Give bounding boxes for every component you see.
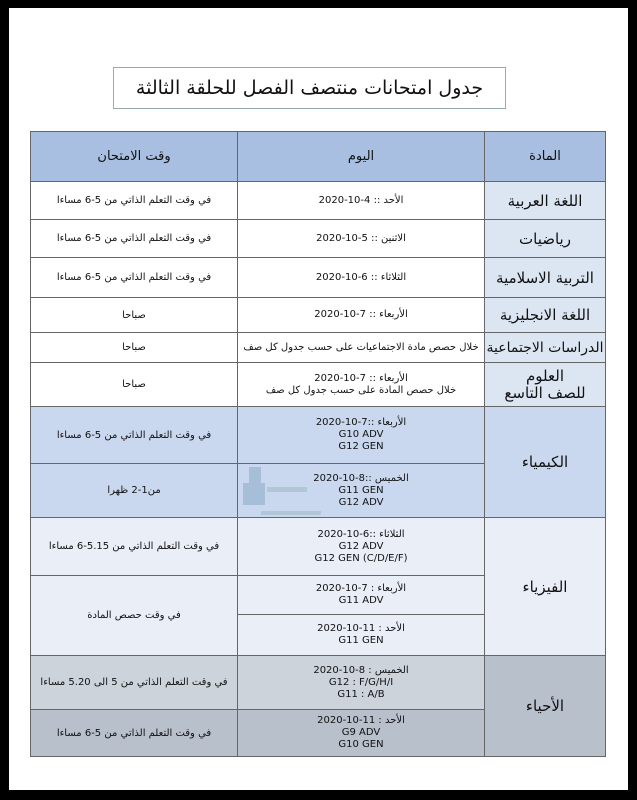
exam-schedule-table [30, 131, 606, 757]
day-cell: الأحد :: 4-10-2020 [237, 181, 485, 220]
time-cell: من1-2 ظهرا [30, 463, 238, 518]
day-cell [237, 362, 485, 407]
day-cell [237, 575, 485, 615]
header-subject: المادة [484, 131, 606, 182]
day-cell: الاثنين :: 5-10-2020 [237, 219, 485, 258]
grade-group: G11 GEN [338, 484, 384, 496]
day-cell [237, 406, 485, 464]
grade-group: G12 ADV [338, 540, 384, 552]
subject-cell: الفيزياء [484, 517, 606, 656]
header-day: اليوم [237, 131, 485, 182]
grade-group: G12 ADV [338, 496, 384, 508]
day-cell: خلال حصص مادة الاجتماعيات على حسب جدول كل صف [237, 332, 485, 363]
header-time: وقت الامتحان [30, 131, 238, 182]
day-date: الخميس : 8-10-2020 [313, 664, 409, 676]
day-cell: الثلاثاء :: 6-10-2020 [237, 257, 485, 298]
grade-group: G9 ADV [341, 727, 381, 738]
time-cell: في وقت التعلم الذاتي من 5-6 مساءا [30, 406, 238, 464]
subject-cell: رياضيات [484, 219, 606, 258]
subject-cell: الكيمياء [484, 406, 606, 518]
grade-group: G10 GEN [338, 739, 384, 750]
day-date: الأربعاء : 7-10-2020 [315, 583, 407, 594]
day-date: الأربعاء :: 7-10-2020 [314, 372, 408, 384]
subject-cell: الدراسات الاجتماعية [484, 332, 606, 363]
grade-group: G11 GEN [338, 635, 384, 646]
day-note: خلال حصص المادة على حسب جدول كل صف [265, 384, 457, 396]
time-cell: صباحا [30, 297, 238, 333]
time-cell: صباحا [30, 362, 238, 407]
subject-line1: العلوم [526, 366, 564, 385]
grade-group: G12 : F/G/H/I [328, 676, 394, 688]
grade-group: G12 GEN [338, 441, 384, 452]
subject-cell: الأحياء [484, 655, 606, 757]
time-cell: في وقت التعلم الذاتي من 5-6 مساءا [30, 181, 238, 220]
page-title: جدول امتحانات منتصف الفصل للحلقة الثالثة [113, 67, 506, 109]
watermark-logo [239, 463, 329, 543]
subject-cell: التربية الاسلامية [484, 257, 606, 298]
time-cell: في وقت التعلم الذاتي من 5-6 مساءا [30, 709, 238, 757]
grade-group: G11 : A/B [337, 688, 385, 700]
subject-cell: اللغة الانجليزية [484, 297, 606, 333]
day-date: الثلاثاء ::6-10-2020 [317, 528, 405, 540]
document-page [9, 8, 628, 790]
day-cell [237, 614, 485, 656]
day-date: الخميس ::8-10-2020 [313, 472, 409, 484]
time-cell: في وقت التعلم الذاتي من 5 الى 5.20 مساءا [30, 655, 238, 710]
grade-group: G11 ADV [338, 595, 384, 606]
day-date: الأحد : 11-10-2020 [317, 715, 405, 726]
time-cell: في وقت التعلم الذاتي من 5.15-6 مساءا [30, 517, 238, 576]
subject-cell [484, 362, 606, 407]
time-cell: في وقت التعلم الذاتي من 5-6 مساءا [30, 257, 238, 298]
day-cell [237, 655, 485, 710]
grade-group: G12 GEN (C/D/E/F) [314, 552, 408, 564]
day-cell [237, 709, 485, 757]
time-cell: في وقت التعلم الذاتي من 5-6 مساءا [30, 219, 238, 258]
grade-group: G10 ADV [338, 429, 384, 440]
subject-line2: للصف التاسع [504, 383, 586, 402]
time-cell: صباحا [30, 332, 238, 363]
time-cell: في وقت حصص المادة [30, 575, 238, 656]
subject-cell: اللغة العربية [484, 181, 606, 220]
day-date: الأحد : 11-10-2020 [317, 623, 405, 634]
day-date: الأربعاء ::7-10-2020 [315, 417, 407, 428]
day-cell: الأربعاء :: 7-10-2020 [237, 297, 485, 333]
